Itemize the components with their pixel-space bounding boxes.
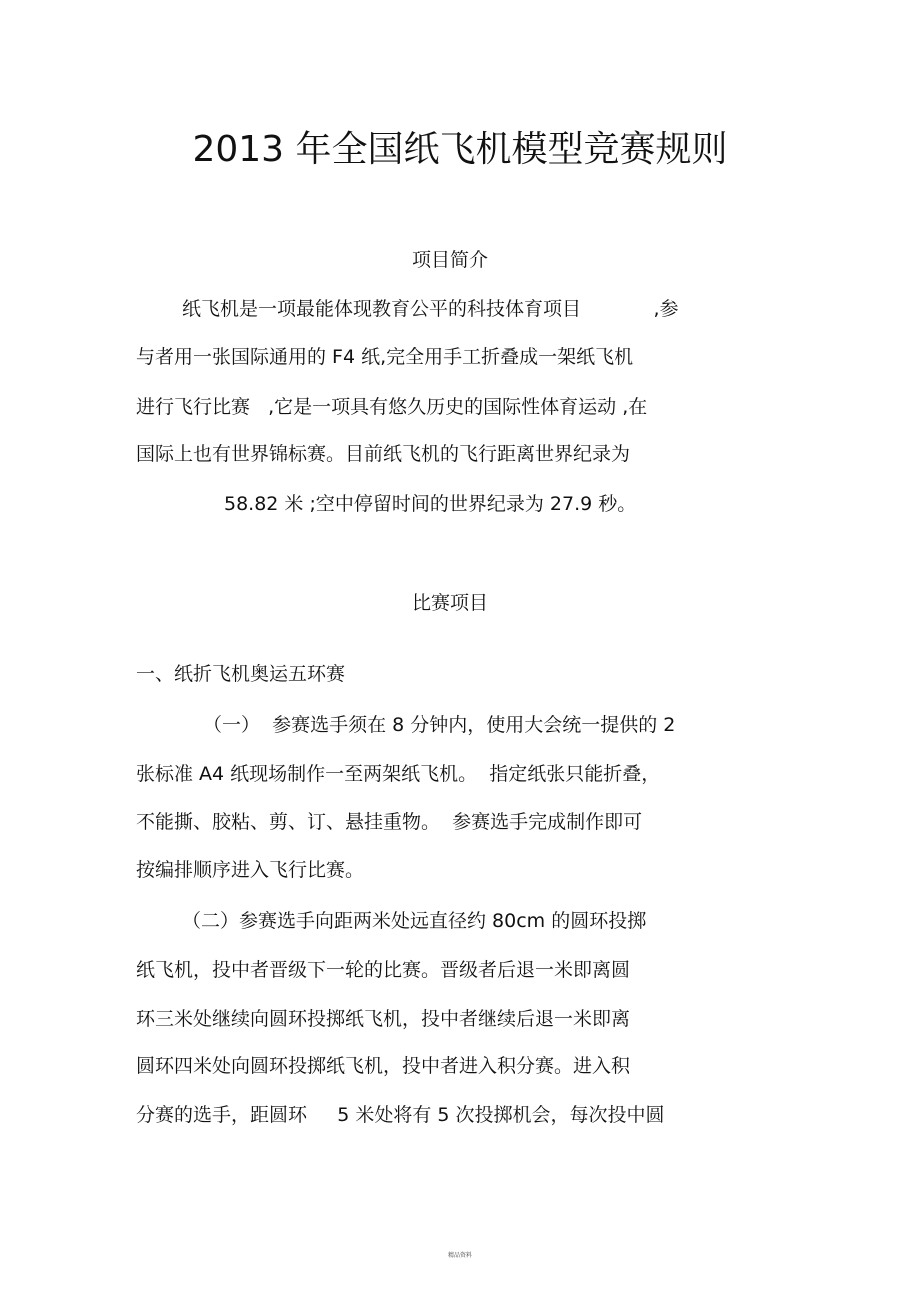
event-para2-line-1: （二）参赛选手向距两米处远直径约 80cm 的圆环投掷 bbox=[182, 910, 647, 932]
event-para1-line-4: 按编排顺序进入飞行比赛。 bbox=[136, 859, 365, 881]
intro-line-4: 国际上也有世界锦标赛。目前纸飞机的飞行距离世界纪录为 bbox=[136, 443, 631, 465]
document-title: 2013 年全国纸飞机模型竞赛规则 bbox=[192, 129, 728, 170]
intro-line-2: 与者用一张国际通用的 F4 纸,完全用手工折叠成一架纸飞机 bbox=[136, 346, 634, 368]
event-para1-line-2: 张标准 A4 纸现场制作一至两架纸飞机。 指定纸张只能折叠， bbox=[136, 763, 661, 785]
event-para2-line-2: 纸飞机，投中者晋级下一轮的比赛。晋级者后退一米即离圆 bbox=[136, 959, 631, 981]
page-footer: 精品资料 bbox=[447, 1252, 472, 1259]
intro-line-5: 58.82 米 ;空中停留时间的世界纪录为 27.9 秒。 bbox=[224, 493, 637, 515]
section-heading-intro: 项目简介 bbox=[411, 249, 488, 271]
event-para1-line-3: 不能撕、胶粘、剪、订、悬挂重物。 参赛选手完成制作即可 bbox=[136, 811, 643, 833]
section-heading-events: 比赛项目 bbox=[411, 592, 488, 614]
intro-line-3: 进行飞行比赛 ,它是一项具有悠久历史的国际性体育运动 ,在 bbox=[136, 396, 648, 418]
event-para2-line-4: 圆环四米处向圆环投掷纸飞机，投中者进入积分赛。进入积 bbox=[136, 1055, 631, 1077]
event-para2-line-3: 环三米处继续向圆环投掷纸飞机，投中者继续后退一米即离 bbox=[136, 1008, 631, 1030]
intro-line-1: 纸飞机是一项最能体现教育公平的科技体育项目 ,参 bbox=[182, 298, 679, 320]
event-para1-line-1: （一） 参赛选手须在 8 分钟内，使用大会统一提供的 2 bbox=[203, 714, 676, 736]
event-subheading: 一、纸折飞机奥运五环赛 bbox=[136, 663, 346, 685]
event-para2-line-5: 分赛的选手，距圆环 5 米处将有 5 次投掷机会，每次投中圆 bbox=[136, 1104, 665, 1126]
